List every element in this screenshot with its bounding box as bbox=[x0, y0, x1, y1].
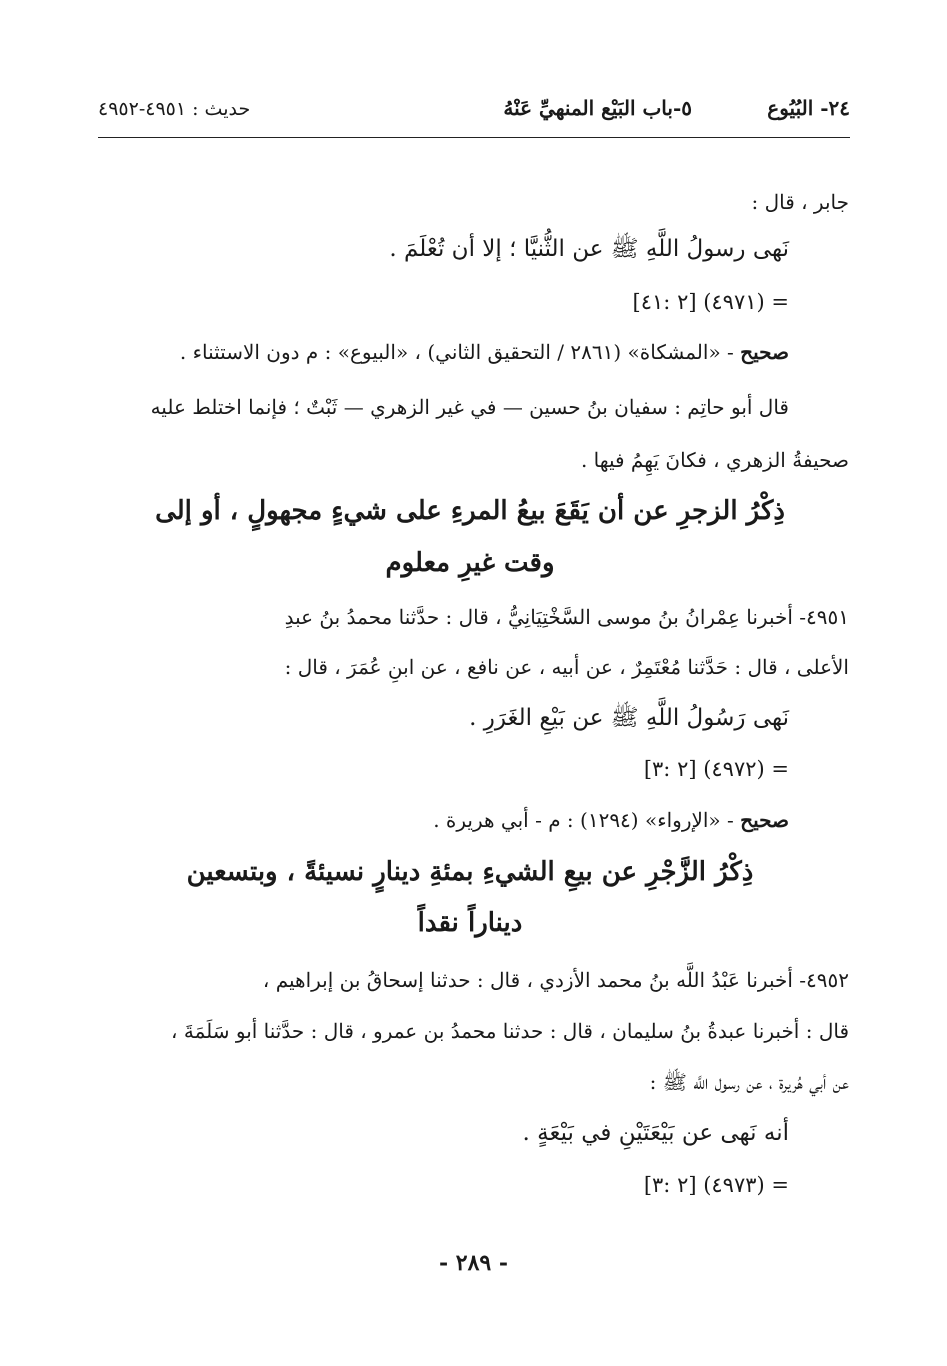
grading-label: صحيح bbox=[740, 808, 789, 832]
chapter-title: ذِكْرُ الزَّجْرِ عن بيعِ الشيءِ بمئةِ دينارٍ نسيئةً ، وبتسعين bbox=[186, 857, 754, 887]
grading-line bbox=[433, 808, 789, 832]
hadith-range: حديث : ٤٩٥١-٤٩٥٢ bbox=[98, 98, 251, 120]
grading-text: - «الإرواء» (١٢٩٤) : م - أبي هريرة . bbox=[433, 808, 741, 832]
reference-line: = (٤٩٧٣) [٢ :٣] bbox=[643, 1173, 789, 1197]
grading-line bbox=[180, 340, 789, 364]
text-line: قال أبو حاتِم : سفيان بنُ حسين — في غير الزهري — ثَبْتٌ ؛ فإنما اختلط عليه bbox=[150, 395, 789, 419]
hadith-isnad: ٤٩٥١- أخبرنا عِمْرانُ بنُ موسى السَّخْتِيَانِيُّ ، قال : حدَّثنا محمدُ بنُ عبدِ bbox=[284, 605, 849, 629]
hadith-text: نَهى رسولُ اللَّهِ ﷺ عن الثُّنيَّا ؛ إلا أن تُعْلَمَ . bbox=[389, 236, 789, 262]
hadith-text: أنه نَهى عن بَيْعَتَيْنِ في بَيْعَةٍ . bbox=[522, 1120, 789, 1146]
hadith-isnad: الأعلى ، قال : حَدَّثنا مُعْتَمِرٌ ، عن أبيه ، عن نافع ، عن ابنِ عُمَرَ ، قال : bbox=[284, 655, 849, 679]
text-line: جابر ، قال : bbox=[751, 190, 849, 214]
grading-text: - «المشكاة» (٢٨٦١ / التحقيق الثاني) ، «البيوع» : م دون الاستثناء . bbox=[179, 340, 741, 364]
header-divider bbox=[98, 137, 850, 138]
section-heading: ٥-باب البَيْع المنهيِّ عَنْهُ bbox=[503, 96, 692, 120]
text-line: صحيفةُ الزهري ، فكانَ يَهِمُ فيها . bbox=[580, 448, 849, 472]
hadith-isnad: عن أبي هُريرة ، عن رسول اللَّه ﷺ : bbox=[649, 1070, 849, 1094]
hadith-text: نَهى رَسُولُ اللَّهِ ﷺ عن بَيْعِ الغَرَرِ . bbox=[469, 705, 789, 731]
chapter-heading: ٢٤- البُيُوع bbox=[767, 96, 850, 120]
chapter-title: وقت غيرِ معلوم bbox=[385, 548, 555, 578]
reference-line: = (٤٩٧٢) [٢ :٣] bbox=[643, 757, 789, 781]
reference-line: = (٤٩٧١) [٢ :٤١] bbox=[632, 290, 789, 314]
chapter-title: ذِكْرُ الزجرِ عن أن يَقَعَ بيعُ المرءِ على شيءٍ مجهولٍ ، أو إلى bbox=[155, 496, 785, 526]
chapter-title: ديناراً نقداً bbox=[417, 908, 523, 938]
hadith-isnad: قال : أخبرنا عبدةُ بنُ سليمان ، قال : حدثنا محمدُ بن عمرو ، قال : حدَّثنا أبو سَلَمَةَ ، bbox=[171, 1019, 849, 1043]
hadith-isnad: ٤٩٥٢- أخبرنا عَبْدُ اللَّه بنُ محمد الأزدي ، قال : حدثنا إسحاقُ بن إبراهيم ، bbox=[262, 968, 849, 992]
page-number: - ٢٨٩ - bbox=[438, 1250, 509, 1276]
grading-label: صحيح bbox=[740, 340, 789, 364]
running-header bbox=[98, 96, 850, 132]
